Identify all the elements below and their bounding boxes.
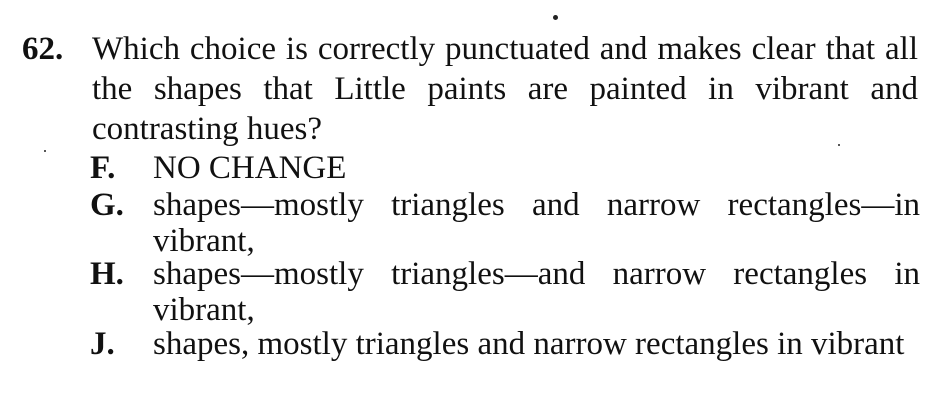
answer-choice-f[interactable] — [90, 150, 920, 186]
choice-letter-f: F. — [90, 150, 116, 186]
question-number: 62. — [22, 31, 64, 67]
choice-text-h: shapes—mostly triangles—and narrow rectangles in vibrant, — [153, 256, 920, 328]
answer-choice-j[interactable] — [90, 326, 920, 362]
answer-choice-g[interactable] — [90, 187, 920, 259]
choice-text-f: NO CHANGE — [153, 150, 347, 186]
choice-letter-h: H. — [90, 256, 124, 292]
choice-text-j: shapes, mostly triangles and narrow rectangles in vibrant — [153, 326, 905, 362]
scan-speck-top — [553, 15, 558, 20]
question-stem: Which choice is correctly punctuated and makes clear that all the shapes that Little paints are painted in vibrant and contrasting hues? — [92, 31, 918, 147]
choice-letter-j: J. — [90, 326, 115, 362]
choice-text-g: shapes—mostly triangles and narrow rectangles—in vibrant, — [153, 187, 920, 259]
scan-speck-left — [44, 150, 46, 152]
answer-choice-h[interactable] — [90, 256, 920, 328]
choice-letter-g: G. — [90, 187, 124, 223]
